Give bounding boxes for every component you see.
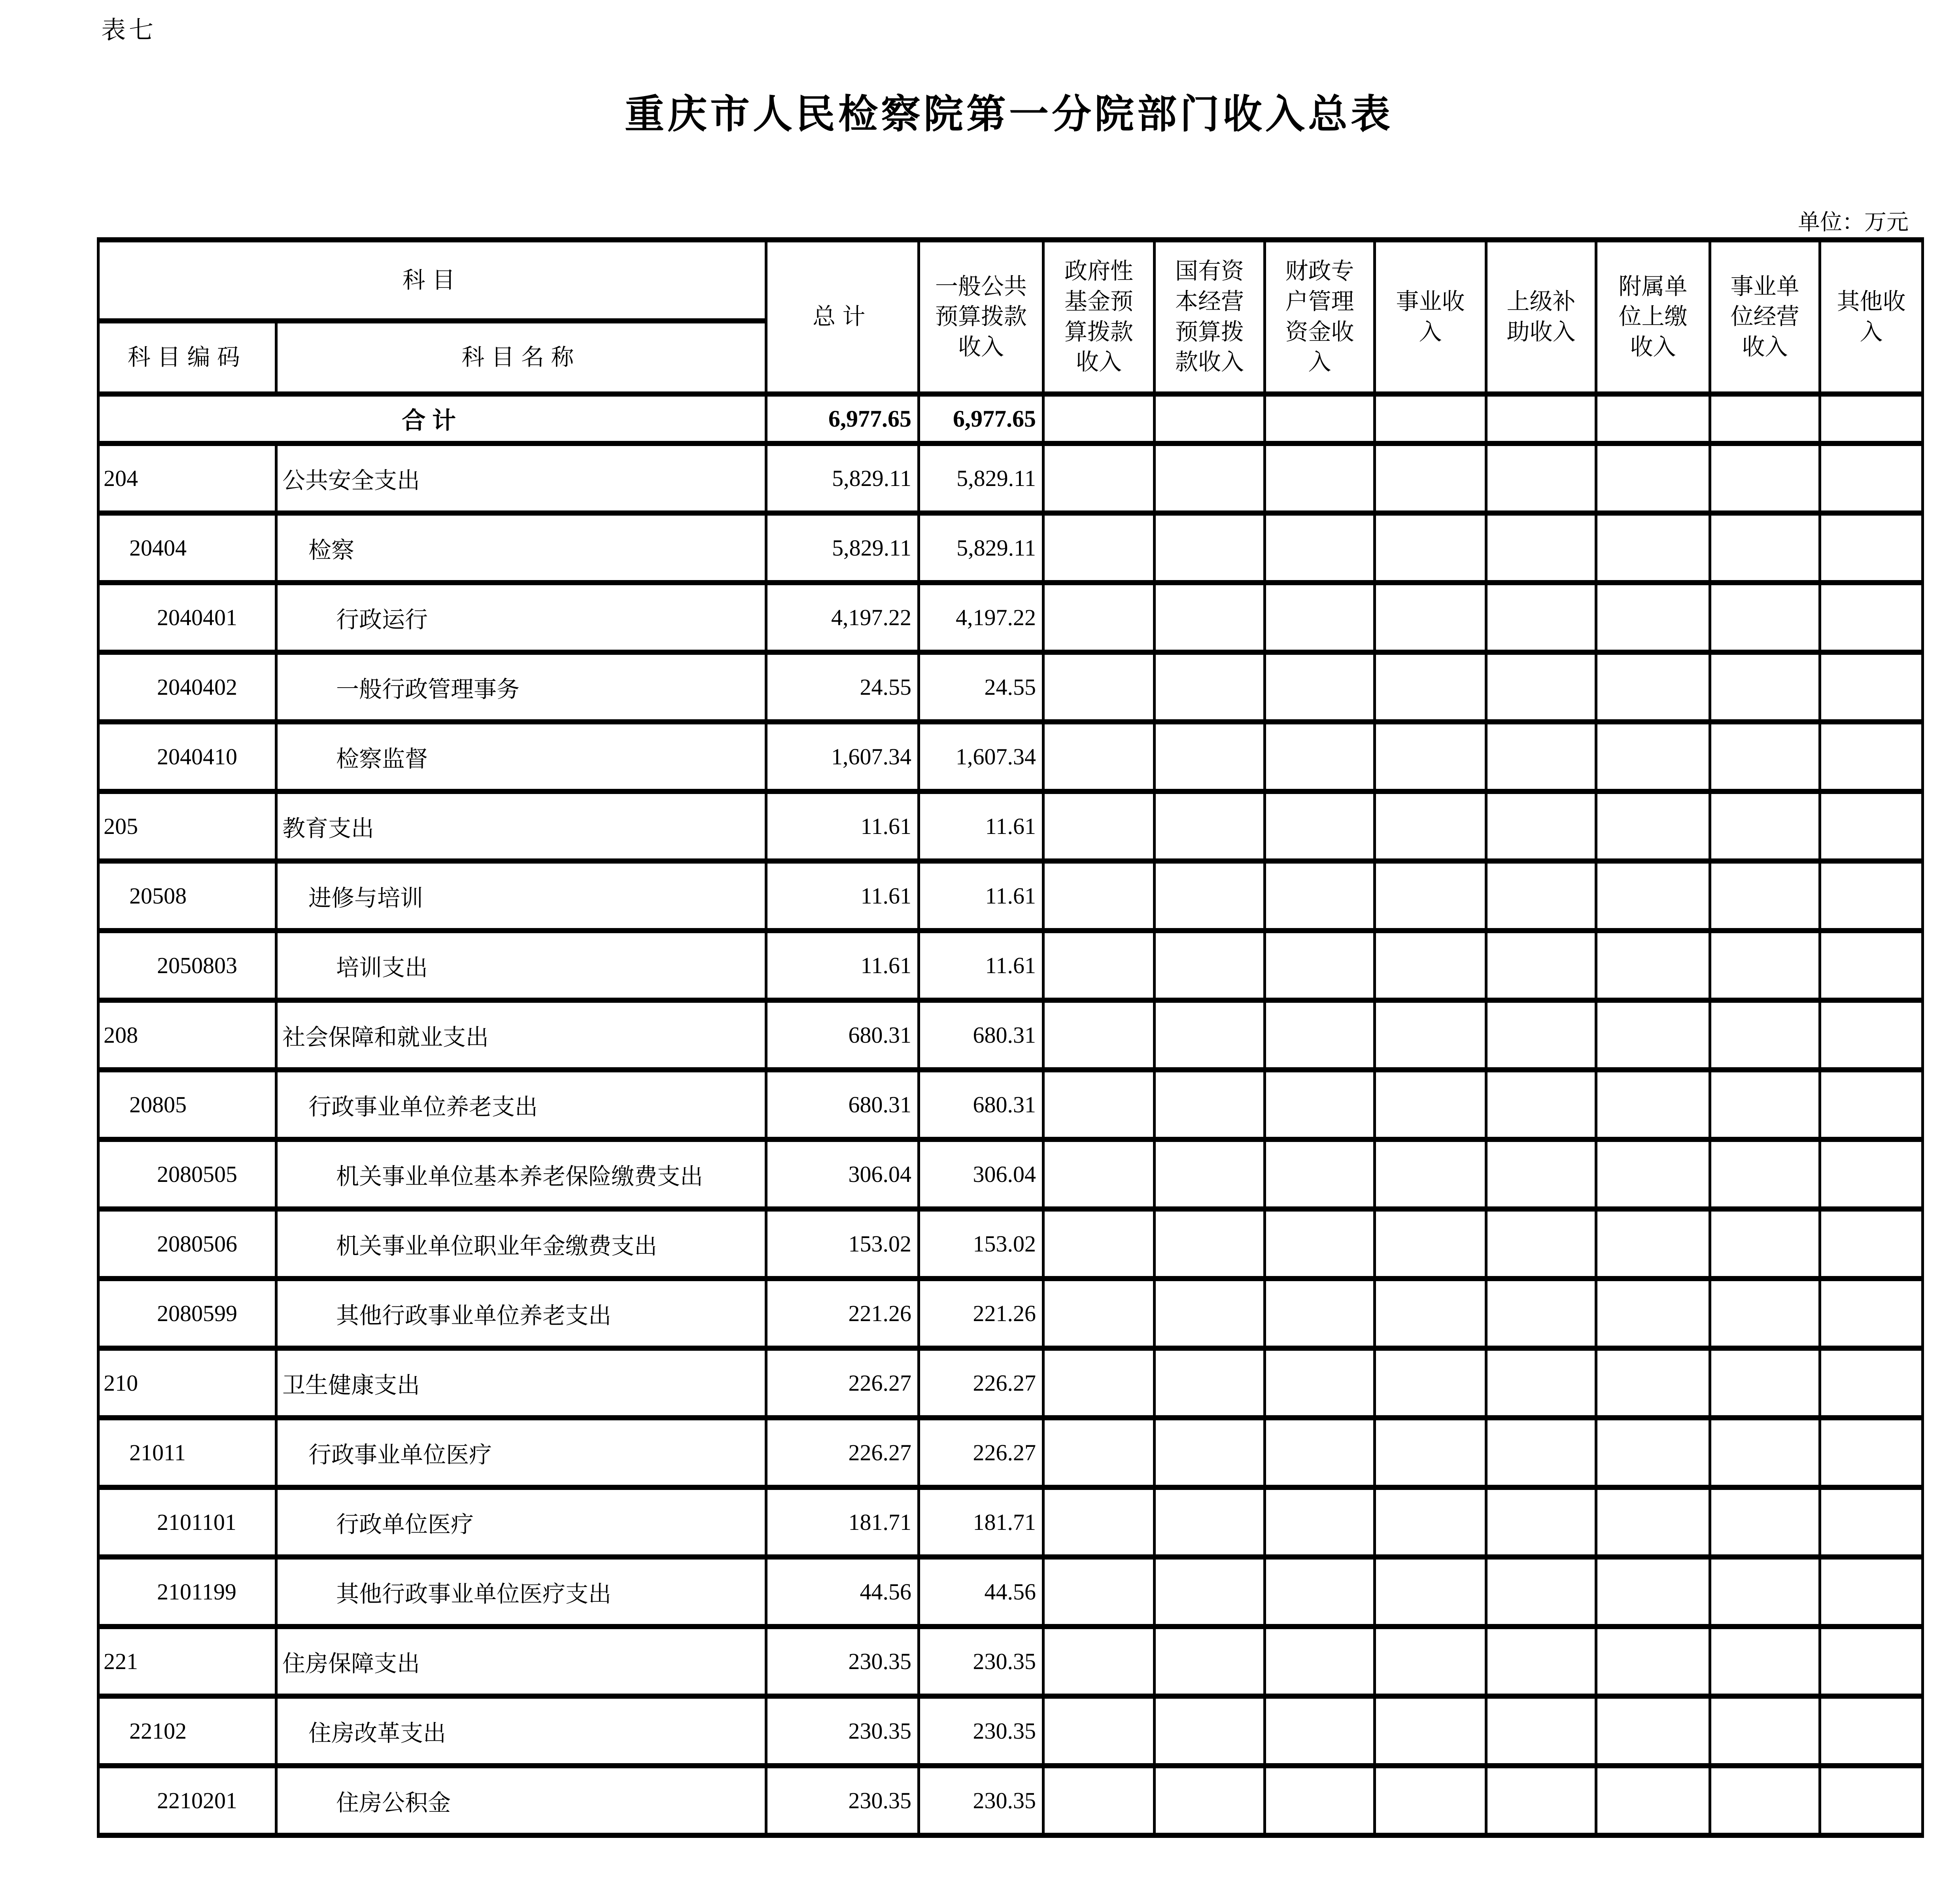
empty-cell: [1265, 1000, 1375, 1070]
unit-note: 单位：万元: [1798, 210, 1909, 235]
empty-cell: [1155, 1140, 1265, 1209]
empty-cell: [1375, 1070, 1486, 1140]
subject-code-cell: 2101101: [98, 1488, 276, 1557]
empty-cell: [1486, 1140, 1596, 1209]
empty-cell: [1155, 583, 1265, 652]
empty-cell: [1596, 513, 1710, 583]
header-col-general-public-budget: 一般公共预算拨款收入: [919, 240, 1043, 394]
table-row: [98, 861, 1923, 931]
empty-cell: [1486, 931, 1596, 1000]
general-public-budget-cell: 5,829.11: [919, 444, 1043, 513]
empty-cell: [1820, 1209, 1923, 1279]
subject-code-cell: 2040410: [98, 722, 276, 792]
total-cell: 221.26: [766, 1279, 919, 1348]
empty-cell: [1155, 394, 1265, 444]
empty-cell: [1265, 1488, 1375, 1557]
subject-name-cell: 住房公积金: [276, 1766, 766, 1836]
header-col-fiscal-special-account: 财政专户管理资金收入: [1265, 240, 1375, 394]
empty-cell: [1375, 1557, 1486, 1627]
subject-name-cell: 机关事业单位基本养老保险缴费支出: [276, 1140, 766, 1209]
table-row: [98, 444, 1923, 513]
empty-cell: [1043, 792, 1155, 861]
subject-code-cell: 221: [98, 1627, 276, 1696]
general-public-budget-cell: 230.35: [919, 1696, 1043, 1766]
empty-cell: [1155, 513, 1265, 583]
empty-cell: [1486, 1000, 1596, 1070]
subject-name-cell: 检察: [276, 513, 766, 583]
table-row: [98, 1418, 1923, 1488]
empty-cell: [1043, 1000, 1155, 1070]
empty-cell: [1486, 583, 1596, 652]
total-cell: 230.35: [766, 1627, 919, 1696]
empty-cell: [1820, 722, 1923, 792]
empty-cell: [1375, 1696, 1486, 1766]
empty-cell: [1820, 1418, 1923, 1488]
empty-cell: [1820, 394, 1923, 444]
subject-code-cell: 2080506: [98, 1209, 276, 1279]
empty-cell: [1155, 1279, 1265, 1348]
empty-cell: [1265, 394, 1375, 444]
empty-cell: [1043, 1488, 1155, 1557]
empty-cell: [1043, 1279, 1155, 1348]
total-cell: 230.35: [766, 1696, 919, 1766]
subject-code-cell: 22102: [98, 1696, 276, 1766]
empty-cell: [1375, 652, 1486, 722]
header-subject-code: 科目编码: [98, 321, 276, 394]
total-row-label: 合计: [98, 394, 766, 444]
empty-cell: [1486, 1696, 1596, 1766]
empty-cell: [1043, 583, 1155, 652]
total-cell: 5,829.11: [766, 444, 919, 513]
header-col-superior-subsidy: 上级补助收入: [1486, 240, 1596, 394]
empty-cell: [1043, 513, 1155, 583]
subject-name-cell: 行政事业单位养老支出: [276, 1070, 766, 1140]
empty-cell: [1596, 652, 1710, 722]
empty-cell: [1265, 1557, 1375, 1627]
table-row: [98, 1348, 1923, 1418]
empty-cell: [1155, 1348, 1265, 1418]
empty-cell: [1710, 1557, 1820, 1627]
total-cell: 24.55: [766, 652, 919, 722]
empty-cell: [1265, 1348, 1375, 1418]
empty-cell: [1820, 1696, 1923, 1766]
general-public-budget-cell: 44.56: [919, 1557, 1043, 1627]
subject-name-cell: 住房改革支出: [276, 1696, 766, 1766]
empty-cell: [1710, 1766, 1820, 1836]
table-row: [98, 583, 1923, 652]
total-cell: 11.61: [766, 792, 919, 861]
empty-cell: [1710, 1627, 1820, 1696]
empty-cell: [1486, 652, 1596, 722]
empty-cell: [1820, 1627, 1923, 1696]
empty-cell: [1155, 1418, 1265, 1488]
empty-cell: [1596, 861, 1710, 931]
empty-cell: [1375, 931, 1486, 1000]
empty-cell: [1596, 444, 1710, 513]
subject-code-cell: 2050803: [98, 931, 276, 1000]
subject-name-cell: 其他行政事业单位养老支出: [276, 1279, 766, 1348]
subject-code-cell: 20404: [98, 513, 276, 583]
empty-cell: [1155, 722, 1265, 792]
empty-cell: [1710, 1209, 1820, 1279]
total-cell: 680.31: [766, 1070, 919, 1140]
total-cell: 226.27: [766, 1348, 919, 1418]
empty-cell: [1710, 652, 1820, 722]
empty-cell: [1265, 652, 1375, 722]
general-public-budget-cell: 680.31: [919, 1070, 1043, 1140]
general-public-budget-cell: 680.31: [919, 1000, 1043, 1070]
header-subject-name: 科目名称: [276, 321, 766, 394]
header-col-institutional-income: 事业收入: [1375, 240, 1486, 394]
empty-cell: [1820, 1140, 1923, 1209]
general-public-budget-cell: 226.27: [919, 1348, 1043, 1418]
empty-cell: [1375, 792, 1486, 861]
empty-cell: [1820, 652, 1923, 722]
empty-cell: [1265, 1279, 1375, 1348]
empty-cell: [1710, 1418, 1820, 1488]
table-row: [98, 1070, 1923, 1140]
empty-cell: [1043, 1348, 1155, 1418]
empty-cell: [1596, 394, 1710, 444]
empty-cell: [1043, 1140, 1155, 1209]
empty-cell: [1265, 931, 1375, 1000]
empty-cell: [1375, 444, 1486, 513]
total-cell: 230.35: [766, 1766, 919, 1836]
empty-cell: [1155, 1070, 1265, 1140]
empty-cell: [1596, 792, 1710, 861]
empty-cell: [1820, 792, 1923, 861]
empty-cell: [1486, 1557, 1596, 1627]
empty-cell: [1596, 1279, 1710, 1348]
total-cell: 306.04: [766, 1140, 919, 1209]
empty-cell: [1596, 1488, 1710, 1557]
subject-name-cell: 行政单位医疗: [276, 1488, 766, 1557]
total-cell: 226.27: [766, 1418, 919, 1488]
subject-code-cell: 2040401: [98, 583, 276, 652]
empty-cell: [1155, 1209, 1265, 1279]
general-public-budget-cell: 4,197.22: [919, 583, 1043, 652]
subject-code-cell: 205: [98, 792, 276, 861]
empty-cell: [1155, 861, 1265, 931]
table-row: [98, 1000, 1923, 1070]
empty-cell: [1043, 1418, 1155, 1488]
empty-cell: [1043, 722, 1155, 792]
empty-cell: [1375, 1140, 1486, 1209]
empty-cell: [1155, 1766, 1265, 1836]
table-row: [98, 652, 1923, 722]
general-public-budget-cell: 230.35: [919, 1766, 1043, 1836]
subject-name-cell: 教育支出: [276, 792, 766, 861]
empty-cell: [1486, 394, 1596, 444]
empty-cell: [1043, 444, 1155, 513]
empty-cell: [1820, 513, 1923, 583]
subject-name-cell: 行政事业单位医疗: [276, 1418, 766, 1488]
subject-code-cell: 2080505: [98, 1140, 276, 1209]
header-col-state-capital-budget: 国有资本经营预算拨款收入: [1155, 240, 1265, 394]
empty-cell: [1486, 1279, 1596, 1348]
empty-cell: [1820, 861, 1923, 931]
empty-cell: [1375, 513, 1486, 583]
empty-cell: [1265, 792, 1375, 861]
empty-cell: [1375, 1766, 1486, 1836]
subject-code-cell: 21011: [98, 1418, 276, 1488]
empty-cell: [1265, 1070, 1375, 1140]
general-public-budget-cell: 6,977.65: [919, 394, 1043, 444]
empty-cell: [1820, 1766, 1923, 1836]
subject-name-cell: 公共安全支出: [276, 444, 766, 513]
empty-cell: [1265, 1140, 1375, 1209]
table-row: [98, 1696, 1923, 1766]
total-cell: 11.61: [766, 861, 919, 931]
empty-cell: [1486, 1348, 1596, 1418]
subject-name-cell: 培训支出: [276, 931, 766, 1000]
header-col-affiliated-unit-remittance: 附属单位上缴收入: [1596, 240, 1710, 394]
table-row: [98, 1488, 1923, 1557]
subject-code-cell: 210: [98, 1348, 276, 1418]
subject-name-cell: 其他行政事业单位医疗支出: [276, 1557, 766, 1627]
empty-cell: [1710, 444, 1820, 513]
subject-code-cell: 208: [98, 1000, 276, 1070]
general-public-budget-cell: 153.02: [919, 1209, 1043, 1279]
empty-cell: [1596, 1696, 1710, 1766]
empty-cell: [1820, 1000, 1923, 1070]
empty-cell: [1596, 1418, 1710, 1488]
table-row: [98, 1140, 1923, 1209]
empty-cell: [1375, 861, 1486, 931]
empty-cell: [1043, 1070, 1155, 1140]
empty-cell: [1043, 1209, 1155, 1279]
empty-cell: [1375, 1627, 1486, 1696]
general-public-budget-cell: 230.35: [919, 1627, 1043, 1696]
empty-cell: [1155, 652, 1265, 722]
general-public-budget-cell: 306.04: [919, 1140, 1043, 1209]
subject-code-cell: 20805: [98, 1070, 276, 1140]
header-col-institution-operating-income: 事业单位经营收入: [1710, 240, 1820, 394]
empty-cell: [1596, 583, 1710, 652]
empty-cell: [1710, 1348, 1820, 1418]
empty-cell: [1596, 1070, 1710, 1140]
empty-cell: [1486, 1070, 1596, 1140]
empty-cell: [1375, 1279, 1486, 1348]
empty-cell: [1710, 1070, 1820, 1140]
empty-cell: [1265, 1627, 1375, 1696]
general-public-budget-cell: 11.61: [919, 792, 1043, 861]
empty-cell: [1043, 931, 1155, 1000]
total-cell: 680.31: [766, 1000, 919, 1070]
empty-cell: [1375, 1000, 1486, 1070]
general-public-budget-cell: 11.61: [919, 861, 1043, 931]
general-public-budget-cell: 181.71: [919, 1488, 1043, 1557]
empty-cell: [1375, 583, 1486, 652]
empty-cell: [1043, 1766, 1155, 1836]
empty-cell: [1265, 583, 1375, 652]
empty-cell: [1596, 1627, 1710, 1696]
general-public-budget-cell: 24.55: [919, 652, 1043, 722]
subject-name-cell: 社会保障和就业支出: [276, 1000, 766, 1070]
empty-cell: [1710, 1140, 1820, 1209]
empty-cell: [1486, 1209, 1596, 1279]
table-row: [98, 792, 1923, 861]
empty-cell: [1155, 931, 1265, 1000]
empty-cell: [1710, 394, 1820, 444]
subject-code-cell: 2040402: [98, 652, 276, 722]
empty-cell: [1375, 1209, 1486, 1279]
empty-cell: [1596, 1766, 1710, 1836]
empty-cell: [1155, 1696, 1265, 1766]
empty-cell: [1155, 1000, 1265, 1070]
empty-cell: [1265, 861, 1375, 931]
empty-cell: [1710, 1279, 1820, 1348]
empty-cell: [1043, 652, 1155, 722]
empty-cell: [1820, 444, 1923, 513]
total-cell: 4,197.22: [766, 583, 919, 652]
empty-cell: [1486, 513, 1596, 583]
empty-cell: [1043, 861, 1155, 931]
subject-name-cell: 检察监督: [276, 722, 766, 792]
table-row: [98, 1766, 1923, 1836]
subject-name-cell: 进修与培训: [276, 861, 766, 931]
page-title: 重庆市人民检察院第一分院部门收入总表: [625, 93, 1393, 136]
empty-cell: [1155, 444, 1265, 513]
empty-cell: [1375, 1348, 1486, 1418]
empty-cell: [1375, 722, 1486, 792]
total-cell: 1,607.34: [766, 722, 919, 792]
subject-code-cell: 204: [98, 444, 276, 513]
empty-cell: [1710, 583, 1820, 652]
table-row: [98, 1557, 1923, 1627]
table-row: [98, 1279, 1923, 1348]
subject-name-cell: 卫生健康支出: [276, 1348, 766, 1418]
empty-cell: [1596, 1000, 1710, 1070]
header-col-other-income: 其他收入: [1820, 240, 1923, 394]
empty-cell: [1596, 1557, 1710, 1627]
total-cell: 11.61: [766, 931, 919, 1000]
empty-cell: [1265, 513, 1375, 583]
empty-cell: [1265, 1766, 1375, 1836]
empty-cell: [1265, 1209, 1375, 1279]
empty-cell: [1710, 1000, 1820, 1070]
table-number-label: 表七: [101, 17, 157, 44]
header-col-total: 总计: [766, 240, 919, 394]
subject-name-cell: 一般行政管理事务: [276, 652, 766, 722]
empty-cell: [1155, 1488, 1265, 1557]
total-cell: 6,977.65: [766, 394, 919, 444]
empty-cell: [1375, 394, 1486, 444]
total-cell: 181.71: [766, 1488, 919, 1557]
general-public-budget-cell: 11.61: [919, 931, 1043, 1000]
total-row: [98, 394, 1923, 444]
subject-code-cell: 2210201: [98, 1766, 276, 1836]
empty-cell: [1710, 792, 1820, 861]
empty-cell: [1486, 861, 1596, 931]
empty-cell: [1486, 1627, 1596, 1696]
empty-cell: [1486, 1488, 1596, 1557]
header-subject: 科目: [98, 240, 766, 321]
table-row: [98, 931, 1923, 1000]
total-cell: 5,829.11: [766, 513, 919, 583]
general-public-budget-cell: 1,607.34: [919, 722, 1043, 792]
empty-cell: [1375, 1418, 1486, 1488]
empty-cell: [1486, 792, 1596, 861]
empty-cell: [1710, 861, 1820, 931]
subject-code-cell: 20508: [98, 861, 276, 931]
general-public-budget-cell: 5,829.11: [919, 513, 1043, 583]
empty-cell: [1820, 1557, 1923, 1627]
empty-cell: [1043, 1627, 1155, 1696]
empty-cell: [1265, 444, 1375, 513]
empty-cell: [1155, 1557, 1265, 1627]
empty-cell: [1265, 1418, 1375, 1488]
subject-name-cell: 机关事业单位职业年金缴费支出: [276, 1209, 766, 1279]
total-cell: 153.02: [766, 1209, 919, 1279]
table-row: [98, 513, 1923, 583]
empty-cell: [1043, 394, 1155, 444]
empty-cell: [1043, 1557, 1155, 1627]
empty-cell: [1596, 1209, 1710, 1279]
empty-cell: [1596, 1348, 1710, 1418]
empty-cell: [1820, 1348, 1923, 1418]
empty-cell: [1043, 1696, 1155, 1766]
empty-cell: [1265, 722, 1375, 792]
empty-cell: [1596, 1140, 1710, 1209]
empty-cell: [1820, 931, 1923, 1000]
subject-name-cell: 行政运行: [276, 583, 766, 652]
empty-cell: [1265, 1696, 1375, 1766]
empty-cell: [1710, 1488, 1820, 1557]
empty-cell: [1710, 931, 1820, 1000]
empty-cell: [1710, 1696, 1820, 1766]
empty-cell: [1820, 1488, 1923, 1557]
income-summary-table: [97, 237, 1924, 1838]
empty-cell: [1486, 1766, 1596, 1836]
empty-cell: [1486, 722, 1596, 792]
table-row: [98, 1209, 1923, 1279]
empty-cell: [1596, 722, 1710, 792]
subject-code-cell: 2080599: [98, 1279, 276, 1348]
empty-cell: [1486, 1418, 1596, 1488]
empty-cell: [1596, 931, 1710, 1000]
total-cell: 44.56: [766, 1557, 919, 1627]
empty-cell: [1710, 722, 1820, 792]
header-col-government-fund-budget: 政府性基金预算拨款收入: [1043, 240, 1155, 394]
empty-cell: [1820, 1279, 1923, 1348]
empty-cell: [1820, 1070, 1923, 1140]
table-row: [98, 1627, 1923, 1696]
subject-name-cell: 住房保障支出: [276, 1627, 766, 1696]
empty-cell: [1155, 792, 1265, 861]
subject-code-cell: 2101199: [98, 1557, 276, 1627]
general-public-budget-cell: 221.26: [919, 1279, 1043, 1348]
empty-cell: [1710, 513, 1820, 583]
general-public-budget-cell: 226.27: [919, 1418, 1043, 1488]
empty-cell: [1486, 444, 1596, 513]
empty-cell: [1155, 1627, 1265, 1696]
empty-cell: [1375, 1488, 1486, 1557]
table-row: [98, 722, 1923, 792]
empty-cell: [1820, 583, 1923, 652]
